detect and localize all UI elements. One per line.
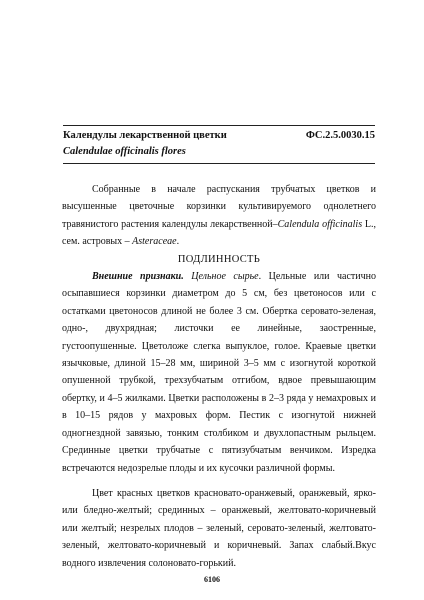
paragraph-spacer [62,477,376,485]
intro-text-3: . [176,236,180,248]
raw-material-label: Цельное сырье [191,271,259,283]
header-row [63,128,375,144]
external-signs-text: . Цельные или частично осыпавшиеся корзинки диаметром до 5 см, без цветоносов или с остатками цветоносов длиной не более 3 см. Обертка серовато-зеленая, одно-, двухрядная; листочки ее линейные, заостренные, густоопушенные. Цветоложе слегка выпуклое, голое. Краевые цветки язычковые, длиной 15–28 мм, шириной 3–5 мм с изогнутой короткой опушенной трубкой, трехзубчатым отгибом, вдвое превышающим обертку, и 4–5 жилками. Цветки расположены в 2–3 ряда у немахровых и в 10–15 рядов у махровых форм. Пестик с изогнутой нижней одногнездной завязью, тонким столбиком и двухлопастным рыльцем. Срединные цветки трубчатые с пятизубчатым венчиком. Изредка встречаются недозрелые плоды и их кусочки различной формы. [62,271,376,474]
monograph-header [63,125,375,164]
intro-text-1: Собранные в начале распускания трубчатых цветков и высушенные цветочные корзинки культивируемого однолетнего травянистого растения календулы лекарственной– [62,184,376,230]
external-signs-lead: Внешние признаки. [92,271,184,283]
intro-latin-species: Calendula officinalis [277,218,363,230]
intro-paragraph [62,181,376,251]
monograph-code: ФС.2.5.0030.15 [305,130,375,141]
intro-latin-family: Asteraceae [132,236,177,248]
color-paragraph: Цвет красных цветков красновато-оранжевый, оранжевый, ярко- или бледно-желтый; срединных – оранжевый, желтовато-коричневый или желтый; незрелых плодов – зеленый, серовато-зеленый, желтовато-зеленый, желтовато-коричневый и коричневый. Запах слабый.Вкус водного извлечения солоновато-горький. [62,487,376,569]
document-body [62,181,376,572]
page-number: 6106 [204,575,220,584]
section-title: ПОДЛИННОСТЬ [177,253,261,265]
monograph-title: Календулы лекарственной цветки [63,130,227,141]
monograph-latin-name: Calendulae officinalis flores [63,146,186,157]
external-signs-paragraph [62,268,376,477]
intro-text-2: L., сем. астровых – [62,218,376,248]
